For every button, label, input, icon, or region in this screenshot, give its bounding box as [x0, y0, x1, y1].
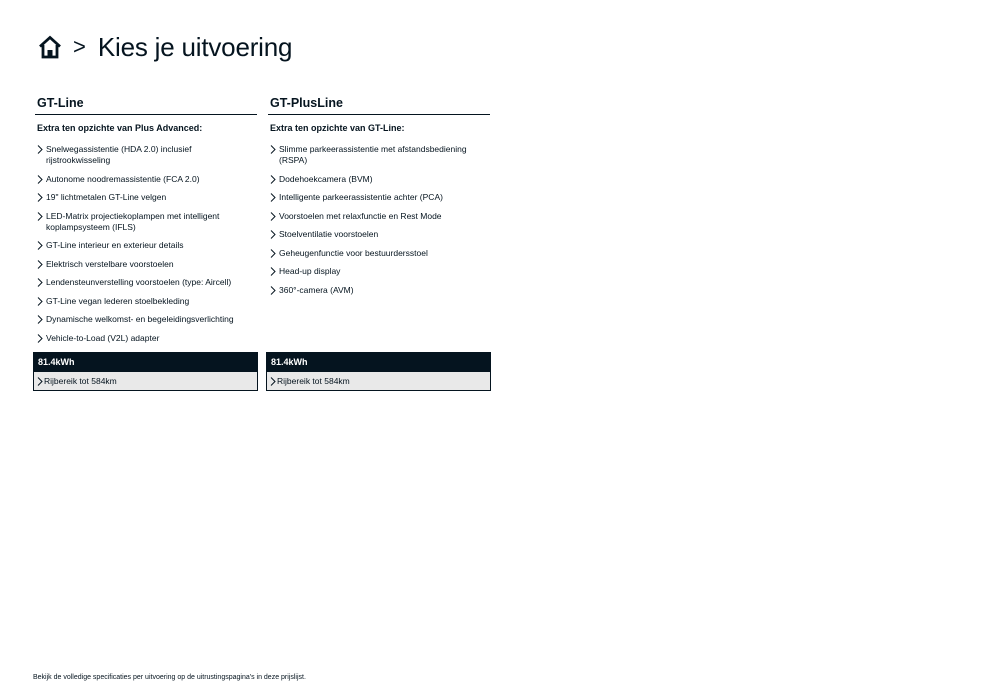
feature-text: Head-up display [279, 266, 341, 276]
home-icon[interactable] [37, 34, 63, 60]
feature-text: Elektrisch verstelbare voorstoelen [46, 258, 174, 269]
chevron-right-icon [270, 286, 276, 295]
trim-name: GT-Line [35, 96, 257, 115]
chevron-right-icon [37, 297, 43, 306]
feature-item [37, 296, 257, 307]
trim-column-gt-plusline [268, 96, 490, 303]
feature-list [268, 144, 490, 296]
feature-text: Dodehoekcamera (BVM) [279, 173, 373, 184]
feature-text: Dynamische welkomst- en begeleidingsverlichting [46, 314, 234, 324]
feature-text: 360°-camera (AVM) [279, 284, 354, 295]
feature-item [37, 314, 257, 325]
chevron-right-icon [37, 212, 43, 221]
chevron-right-icon [270, 212, 276, 221]
breadcrumb [37, 30, 292, 64]
feature-item [270, 266, 490, 277]
feature-text: GT-Line vegan lederen stoelbekleding [46, 295, 190, 306]
feature-text: Voorstoelen met relaxfunctie en Rest Mode [279, 210, 442, 221]
feature-item [270, 211, 490, 222]
breadcrumb-separator: > [73, 34, 86, 59]
feature-text: Vehicle-to-Load (V2L) adapter [46, 332, 160, 343]
trim-column-gt-line [35, 96, 257, 351]
feature-text: Stoelventilatie voorstoelen [279, 229, 379, 239]
chevron-right-icon [37, 315, 43, 324]
feature-item [37, 211, 257, 233]
chevron-right-icon [270, 267, 276, 276]
chevron-right-icon [270, 377, 276, 386]
feature-text: GT-Line interieur en exterieur details [46, 240, 184, 250]
feature-item [270, 248, 490, 259]
feature-text: Snelwegassistentie (HDA 2.0) inclusief rijstrookwisseling [46, 144, 192, 165]
chevron-right-icon [37, 260, 43, 269]
range-text: Rijbereik tot 584km [277, 376, 350, 386]
chevron-right-icon [37, 377, 43, 386]
feature-text: Intelligente parkeerassistentie achter (PCA) [279, 192, 443, 202]
feature-item [37, 240, 257, 251]
chevron-right-icon [270, 145, 276, 154]
feature-item [270, 192, 490, 203]
feature-item [270, 174, 490, 185]
chevron-right-icon [37, 334, 43, 343]
feature-text: LED-Matrix projectiekoplampen met intelligent koplampsysteem (IFLS) [46, 210, 220, 232]
battery-label: 81.4kWh [267, 353, 490, 372]
feature-item [37, 144, 257, 166]
chevron-right-icon [37, 175, 43, 184]
battery-box-gt-plusline [266, 352, 491, 391]
feature-text: Slimme parkeerassistentie met afstandsbediening (RSPA) [279, 144, 467, 165]
chevron-right-icon [37, 145, 43, 154]
feature-item [37, 192, 257, 203]
chevron-right-icon [270, 175, 276, 184]
feature-text: Autonome noodremassistentie (FCA 2.0) [46, 173, 200, 184]
feature-item [37, 174, 257, 185]
feature-item [37, 259, 257, 270]
battery-box-gt-line [33, 352, 258, 391]
feature-text: Geheugenfunctie voor bestuurdersstoel [279, 247, 428, 258]
feature-text: Lendensteunverstelling voorstoelen (type: Aircell) [46, 277, 232, 287]
range-row [267, 372, 490, 390]
chevron-right-icon [270, 249, 276, 258]
feature-item [37, 277, 257, 288]
trim-name: GT-PlusLine [268, 96, 490, 115]
footer-note: Bekijk de volledige specificaties per uitvoering op de uitrustingspagina's in deze prijslijst. [33, 674, 306, 681]
chevron-right-icon [37, 193, 43, 202]
trim-subtitle: Extra ten opzichte van GT-Line: [270, 123, 405, 133]
chevron-right-icon [270, 193, 276, 202]
feature-item [270, 285, 490, 296]
range-row [34, 372, 257, 390]
chevron-right-icon [37, 241, 43, 250]
feature-list [35, 144, 257, 344]
chevron-right-icon [270, 230, 276, 239]
battery-label: 81.4kWh [34, 353, 257, 372]
feature-item [270, 229, 490, 240]
page-title: Kies je uitvoering [97, 32, 293, 62]
feature-text: 19" lichtmetalen GT-Line velgen [46, 192, 167, 202]
chevron-right-icon [37, 278, 43, 287]
trim-subtitle: Extra ten opzichte van Plus Advanced: [37, 123, 203, 133]
feature-item [270, 144, 490, 166]
range-text: Rijbereik tot 584km [44, 376, 117, 386]
feature-item [37, 333, 257, 344]
